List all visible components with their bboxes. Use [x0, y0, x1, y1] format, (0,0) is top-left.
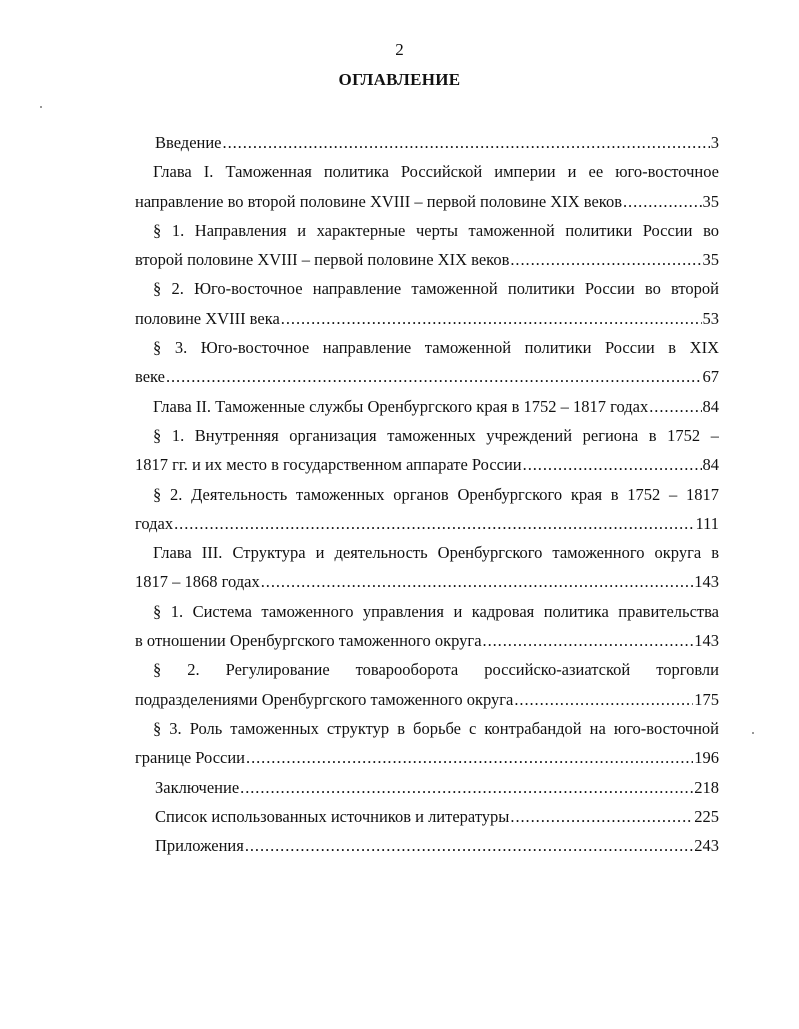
toc-entry-page: 84 [702, 396, 719, 416]
toc-entry-last-line [135, 567, 719, 596]
toc-entry-title: Приложения [155, 836, 244, 856]
toc-entry-last-line [135, 392, 719, 421]
toc-entry-last-line [135, 773, 719, 802]
toc-entry-line: Глава III. Структура и деятельность Оренбургского таможенного округа в [153, 543, 719, 563]
toc-entry-title: половине XVIII века [135, 308, 280, 328]
toc-entry[interactable] [135, 392, 719, 421]
toc-entry-page: 143 [694, 572, 719, 592]
toc-entry-title: подразделениями Оренбургского таможенного округа [135, 689, 514, 709]
toc-entry-last-line [135, 187, 719, 216]
toc-entry[interactable] [135, 128, 719, 157]
toc-entry[interactable] [135, 773, 719, 802]
toc-entry[interactable] [135, 274, 719, 333]
dot-leader [510, 245, 701, 274]
toc-entry-page: 243 [694, 836, 719, 856]
toc-entry-page: 196 [694, 748, 719, 768]
toc-entry-page: 143 [694, 631, 719, 651]
toc-entry-line: § 2. Регулирование товарооборота российско-азиатской торговли [153, 660, 719, 680]
toc-entry[interactable] [135, 802, 719, 831]
toc-entry-page: 67 [702, 367, 719, 387]
toc-entry-title: годах [135, 513, 174, 533]
toc-entry[interactable] [135, 157, 719, 216]
toc-entry-line: § 3. Юго-восточное направление таможенной политики России в XIX [153, 338, 719, 358]
page-number: 2 [395, 40, 404, 59]
toc-entry-last-line [135, 304, 719, 333]
dot-leader [245, 831, 693, 860]
toc-entry-page: 111 [695, 513, 719, 533]
toc-entry-last-line [135, 245, 719, 274]
toc-entry-last-line [135, 802, 719, 831]
toc-entry-line: § 1. Система таможенного управления и кадровая политика правительства [153, 601, 719, 621]
toc-entry-last-line [135, 362, 719, 391]
page-title: ОГЛАВЛЕНИЕ [338, 70, 461, 89]
dot-leader [649, 392, 701, 421]
toc-entry-page: 35 [702, 191, 719, 211]
dot-leader [166, 362, 702, 391]
toc-entry-title: второй половине XVIII – первой половине XIX веков [135, 250, 510, 270]
dot-leader [514, 685, 693, 714]
toc-entry-page: 3 [710, 133, 719, 152]
dot-leader [261, 567, 694, 596]
dot-leader [281, 304, 702, 333]
toc-entry[interactable] [135, 831, 719, 860]
scan-speck [752, 732, 754, 734]
table-of-contents [135, 128, 719, 860]
toc-entry-page: 35 [702, 250, 719, 270]
toc-entry-title: границе России [135, 748, 246, 768]
scan-speck [40, 106, 42, 108]
toc-entry-page: 53 [702, 308, 719, 328]
toc-entry-title: в отношении Оренбургского таможенного округа [135, 631, 482, 651]
toc-entry-title: веке [135, 367, 165, 387]
dot-leader [240, 773, 693, 802]
toc-entry-last-line [135, 450, 719, 479]
toc-entry[interactable] [135, 714, 719, 773]
toc-entry[interactable] [135, 333, 719, 392]
dot-leader [623, 187, 702, 216]
toc-entry[interactable] [135, 421, 719, 480]
toc-entry-line: § 1. Внутренняя организация таможенных учреждений региона в 1752 – [153, 425, 719, 445]
toc-entry-last-line [135, 509, 719, 538]
toc-entry-page: 218 [694, 777, 719, 797]
toc-entry-title: Заключение [155, 777, 240, 797]
toc-entry-title: 1817 гг. и их место в государственном аппарате России [135, 455, 522, 475]
dot-leader [223, 128, 710, 157]
toc-entry-line: § 2. Деятельность таможенных органов Оренбургского края в 1752 – 1817 [153, 484, 719, 504]
dot-leader [523, 450, 702, 479]
toc-entry-page: 225 [694, 806, 719, 826]
toc-entry-line: § 2. Юго-восточное направление таможенной политики России во второй [153, 279, 719, 299]
toc-entry-last-line [135, 626, 719, 655]
toc-entry-title: 1817 – 1868 годах [135, 572, 260, 592]
dot-leader [246, 743, 693, 772]
toc-entry-title: Глава II. Таможенные службы Оренбургского края в 1752 – 1817 годах [153, 396, 649, 416]
toc-entry-last-line [135, 128, 719, 157]
dot-leader [174, 509, 694, 538]
dot-leader [483, 626, 694, 655]
toc-entry-line: § 1. Направления и характерные черты таможенной политики России во [153, 220, 719, 240]
toc-entry-title: Список использованных источников и литературы [155, 806, 510, 826]
toc-entry-last-line [135, 743, 719, 772]
toc-entry[interactable] [135, 538, 719, 597]
toc-entry-line: § 3. Роль таможенных структур в борьбе с контрабандой на юго-восточной [153, 718, 719, 738]
toc-entry-page: 175 [694, 689, 719, 709]
toc-entry-line: Глава I. Таможенная политика Российской империи и ее юго-восточное [153, 162, 719, 182]
toc-entry[interactable] [135, 655, 719, 714]
toc-entry-title: Введение [155, 133, 222, 152]
toc-entry[interactable] [135, 216, 719, 275]
toc-entry-last-line [135, 685, 719, 714]
toc-entry-last-line [135, 831, 719, 860]
dot-leader [510, 802, 693, 831]
toc-entry[interactable] [135, 480, 719, 539]
toc-entry-page: 84 [702, 455, 719, 475]
toc-entry-title: направление во второй половине XVIII – первой половине XIX веков [135, 191, 622, 211]
toc-entry[interactable] [135, 597, 719, 656]
